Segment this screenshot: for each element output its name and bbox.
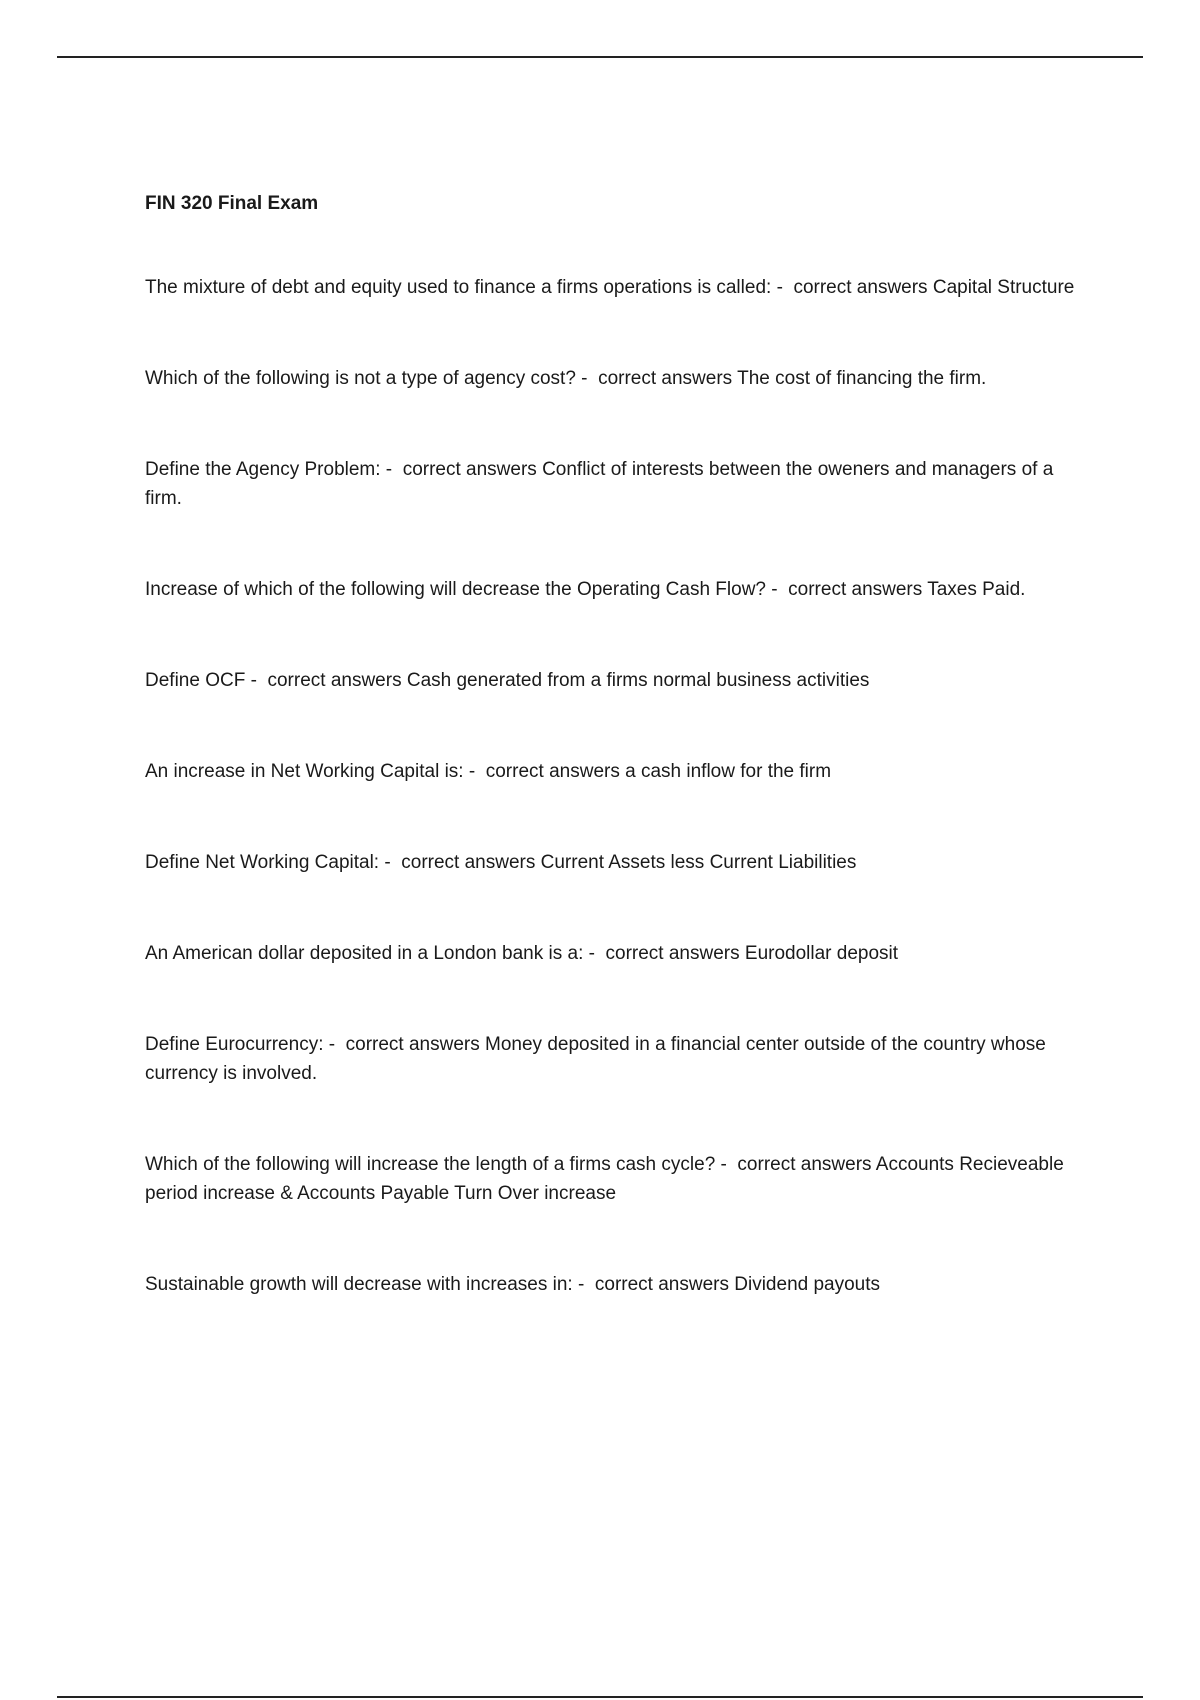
question-text: Define Net Working Capital: <box>145 852 380 873</box>
answer-separator: - correct answers <box>380 459 543 480</box>
answer-text: Money deposited in a financial center outside of the country whose currency is involved. <box>145 1034 1046 1084</box>
question-text: An American dollar deposited in a London bank is a: <box>145 943 584 964</box>
question-text: Define the Agency Problem: <box>145 459 381 480</box>
qa-item <box>145 939 1085 968</box>
question-text: Sustainable growth will decrease with increases in: <box>145 1274 573 1295</box>
answer-separator: - correct answers <box>766 579 928 600</box>
qa-item <box>145 364 1085 393</box>
qa-item <box>145 1270 1085 1299</box>
answer-separator: - correct answers <box>583 943 745 964</box>
question-text: Define OCF <box>145 670 246 691</box>
qa-item <box>145 757 1085 786</box>
answer-separator: - correct answers <box>771 277 933 298</box>
header-rule <box>57 56 1143 58</box>
qa-item <box>145 455 1085 513</box>
answer-text: Cash generated from a firms normal business activities <box>406 670 870 691</box>
question-text: Which of the following is not a type of agency cost? <box>145 368 576 389</box>
answer-separator: - correct answers <box>463 761 626 782</box>
answer-separator: - correct answers <box>379 852 541 873</box>
question-text: Which of the following will increase the length of a firms cash cycle? <box>145 1154 716 1175</box>
document-title: FIN 320 Final Exam <box>145 193 319 214</box>
answer-text: Eurodollar deposit <box>744 943 899 964</box>
qa-item <box>145 848 1085 877</box>
answer-text: The cost of financing the firm. <box>737 368 987 389</box>
qa-item <box>145 666 1085 695</box>
answer-separator: - correct answers <box>572 1274 735 1295</box>
question-text: Increase of which of the following will decrease the Operating Cash Flow? <box>145 579 766 600</box>
answer-separator: - correct answers <box>715 1154 876 1175</box>
answer-text: a cash inflow for the firm <box>625 761 832 782</box>
document-body <box>145 190 1085 1361</box>
answer-text: Taxes Paid. <box>927 579 1026 600</box>
qa-list <box>145 273 1085 1299</box>
answer-text: Accounts Recieveable period increase & Accounts Payable Turn Over increase <box>145 1154 1064 1204</box>
qa-item <box>145 1150 1085 1208</box>
answer-separator: - correct answers <box>575 368 738 389</box>
footer-rule <box>57 1696 1143 1698</box>
qa-item <box>145 575 1085 604</box>
answer-text: Conflict of interests between the oweners and managers of a firm. <box>145 459 1054 509</box>
answer-separator: - correct answers <box>323 1034 486 1055</box>
question-text: Define Eurocurrency: <box>145 1034 324 1055</box>
question-text: The mixture of debt and equity used to finance a firms operations is called: <box>145 277 772 298</box>
qa-item <box>145 273 1085 302</box>
answer-separator: - correct answers <box>245 670 407 691</box>
answer-text: Current Assets less Current Liabilities <box>540 852 857 873</box>
answer-text: Capital Structure <box>932 277 1075 298</box>
qa-item <box>145 1030 1085 1088</box>
answer-text: Dividend payouts <box>734 1274 881 1295</box>
question-text: An increase in Net Working Capital is: <box>145 761 464 782</box>
